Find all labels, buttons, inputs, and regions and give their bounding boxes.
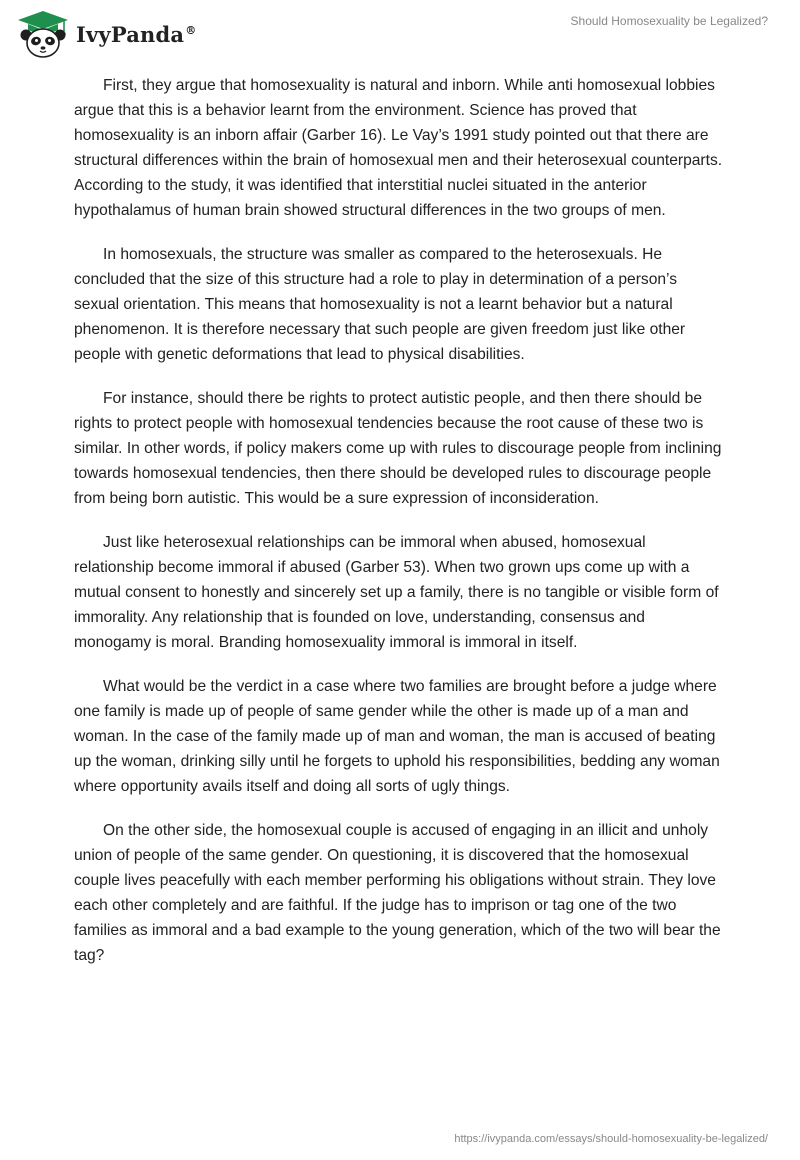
registered-mark: ®: [185, 23, 197, 37]
paragraph: For instance, should there be rights to protect autistic people, and then there should be rights to protect people with homosexual tendencies because the root cause of these two is similar. In other words, if policy makers come up with rules to discourage people from inclining towards homosexual tendencies, then there should be developed rules to discourage people from being born autistic. This would be a sure expression of inconsideration.: [74, 390, 722, 507]
source-url[interactable]: https://ivypanda.com/essays/should-homosexuality-be-legalized/: [454, 1133, 768, 1145]
paragraph: First, they argue that homosexuality is natural and inborn. While anti homosexual lobbies argue that this is a behavior learnt from the environment. Science has proved that homosexuality is an inborn affair (Garber 16). Le Vay’s 1991 study pointed out that there are structural differences within the brain of homosexual men and their heterosexual counterparts. According to the study, it was identified that interstitial nuclei situated in the anterior hypothalamus of human brain showed structural differences in the two groups of men.: [74, 77, 723, 219]
paragraph: In homosexuals, the structure was smaller as compared to the heterosexuals. He concluded that the size of this structure had a role to play in determination of a person’s sexual orientation. This means that homosexuality is not a learnt behavior but a natural phenomenon. It is therefore necessary that such people are given freedom just like other people with genetic deformations that lead to physical disabilities.: [74, 246, 686, 363]
document-title: Should Homosexuality be Legalized?: [570, 14, 768, 28]
page-header: [0, 0, 800, 60]
essay-body: [74, 73, 726, 987]
paragraph: What would be the verdict in a case where two families are brought before a judge where one family is made up of people of same gender while the other is made up of a man and woman. In the case of the family made up of man and woman, the man is accused of beating up the woman, drinking silly until he forgets to uphold his responsibilities, bedding any woman where opportunity avails itself and doing all sorts of ugly things.: [74, 678, 720, 795]
brand-name: IvyPanda®: [76, 21, 197, 47]
paragraph: Just like heterosexual relationships can be immoral when abused, homosexual relationship become immoral if abused (Garber 53). When two grown ups come up with a mutual consent to honestly and sincerely set up a family, there is no tangible or visible form of immorality. Any relationship that is founded on love, understanding, consensus and monogamy is moral. Branding homosexuality immoral is immoral in itself.: [74, 534, 719, 651]
brand-logo[interactable]: [14, 9, 196, 59]
paragraph: On the other side, the homosexual couple is accused of engaging in an illicit and unholy union of people of the same gender. On questioning, it is discovered that the homosexual couple lives peacefully with each member performing his obligations without strain. They love each other completely and are faithful. If the judge has to imprison or tag one of the two families as immoral and a bad example to the young generation, which of the two will bear the tag?: [74, 822, 721, 964]
panda-graduate-icon: [14, 9, 72, 59]
